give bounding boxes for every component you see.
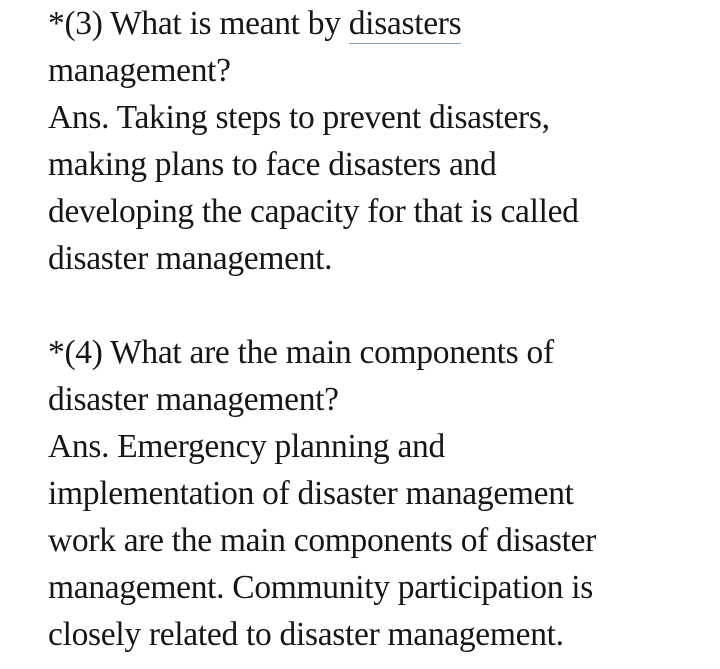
question-4-line: disaster management?: [48, 381, 339, 418]
answer-3-line: disaster management.: [48, 240, 333, 277]
question-3-text: *(3) What is meant by: [48, 5, 349, 42]
answer-4-line: work are the main components of disaster: [48, 522, 597, 559]
answer-4: [48, 423, 708, 658]
question-3-line-2: management?: [48, 52, 231, 89]
answer-3-line: developing the capacity for that is called: [48, 193, 579, 230]
answer-4-line: closely related to disaster management.: [48, 616, 564, 653]
question-4-line: *(4) What are the main components of: [48, 334, 554, 371]
answer-4-line: Ans. Emergency planning and: [48, 428, 445, 465]
disasters-link[interactable]: disasters: [348, 5, 462, 42]
question-4: [48, 329, 708, 423]
question-answer-3: [48, 0, 708, 282]
answer-4-line: management. Community participation is: [48, 569, 593, 606]
document-page: [48, 0, 708, 658]
answer-3: [48, 94, 708, 282]
answer-3-line: Ans. Taking steps to prevent disasters,: [48, 99, 550, 136]
question-answer-4: [48, 329, 708, 658]
question-3: [48, 0, 708, 94]
answer-4-line: implementation of disaster management: [48, 475, 574, 512]
answer-3-line: making plans to face disasters and: [48, 146, 497, 183]
question-3-line-1: [48, 0, 708, 47]
